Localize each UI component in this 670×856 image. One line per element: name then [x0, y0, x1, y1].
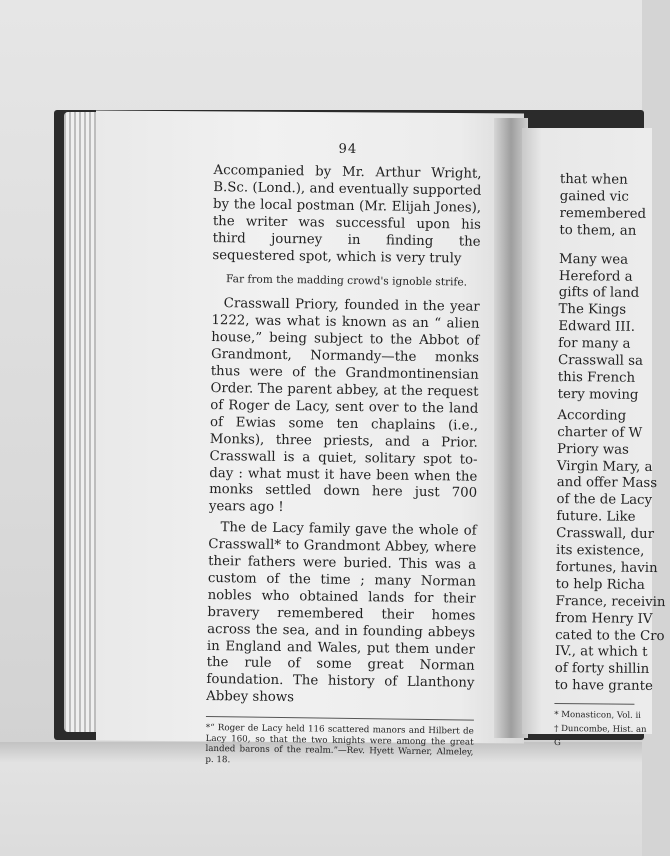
right-page-line: fortunes, havin: [555, 559, 658, 576]
right-page-line: IV., at which t: [554, 644, 648, 661]
right-page-line: gifts of land: [558, 285, 640, 302]
page-number: 94: [338, 141, 358, 157]
right-page-line: from Henry IV: [555, 610, 653, 627]
right-page-line: for many a: [558, 336, 631, 352]
right-page-line: remembered: [559, 205, 647, 222]
right-page-line: Priory was: [557, 441, 629, 458]
paragraph: Accompanied by Mr. Arthur Wright, B.Sc. (Lond.), and eventually supported by the local postman (Mr. Elijah Jones), the writer was successful upon his third journey in finding the sequestered spot, which is very truly: [212, 162, 482, 266]
right-page-line: to have grante: [554, 678, 653, 695]
right-page-line: Virgin Mary, a: [556, 458, 653, 475]
right-lines-2: [558, 252, 650, 405]
right-page-line: The Kings: [558, 302, 627, 319]
right-page-line: this French: [557, 369, 636, 386]
right-page-line: and offer Mass: [556, 475, 658, 492]
left-page-text: [205, 140, 482, 769]
right-page-line: of forty shillin: [554, 661, 650, 678]
right-page-line: cated to the Cro: [555, 627, 665, 644]
right-page-line: to help Richa: [555, 576, 645, 593]
right-lines-3: [554, 407, 666, 696]
right-page-line: that when: [559, 172, 628, 188]
right-page-line: of the de Lacy: [556, 492, 653, 509]
right-page-line: tery moving: [557, 386, 639, 403]
right-page-line: Hereford a: [558, 268, 633, 285]
right-page-line: gained vic: [559, 188, 629, 205]
footnote-divider: [206, 716, 474, 721]
right-page-line: its existence,: [555, 543, 645, 559]
right-page-line: G: [553, 738, 561, 749]
right-page-line: Crasswall sa: [557, 353, 644, 369]
footnote-divider: [554, 703, 634, 705]
quotation: Far from the madding crowd's ignoble strife.: [225, 273, 468, 289]
right-page-line: to them, an: [559, 222, 637, 239]
right-page-line: † Duncombe, Hist. an: [554, 724, 647, 736]
paragraph: The de Lacy family gave the whole of Crasswall* to Grandmont Abbey, where their fathers were buried. This was a custom of the time ; many Norman nobles who obtained lands for their bravery remembered their homes across the sea, and in founding abbeys in England and Wales, put them under the rule of some great Norman foundation. The history of Llanthony Abbey shows: [206, 520, 477, 706]
footnote: *“ Roger de Lacy held 116 scattered manors and Hilbert de Lacy 160, so that the two knights were among the great landed barons of the realm.”—Rev. Hyett Warner, Almeley, p. 18.: [205, 723, 474, 765]
right-page-line: charter of W: [557, 424, 643, 441]
right-page-text: [553, 172, 666, 751]
right-footnotes: [553, 708, 647, 751]
right-page-line: Edward III.: [558, 319, 636, 336]
right-page-line: According: [557, 407, 627, 424]
right-lines-1: [559, 172, 650, 241]
right-page-line: Crasswall, dur: [556, 526, 655, 543]
right-page-line: France, receivin: [555, 593, 666, 610]
paragraph: Crasswall Priory, founded in the year 1222, was what is known as an “ alien house,” being subject to the Abbot of Grandmont, Normandy—the monks thus were of the Grandmontinensian Order. The parent abbey, at the request of Roger de Lacy, sent over to the land of Ewias some ten chaplains (i.e., Monks), three priests, and a Prior. Crasswall is a quiet, solitary spot to-day : what must it have been when the monks settled down here just 700 years ago !: [208, 296, 480, 516]
right-page-line: future. Like: [556, 509, 636, 526]
right-page-line: Many wea: [559, 251, 629, 268]
right-page-line: * Monasticon, Vol. ii: [554, 710, 641, 722]
